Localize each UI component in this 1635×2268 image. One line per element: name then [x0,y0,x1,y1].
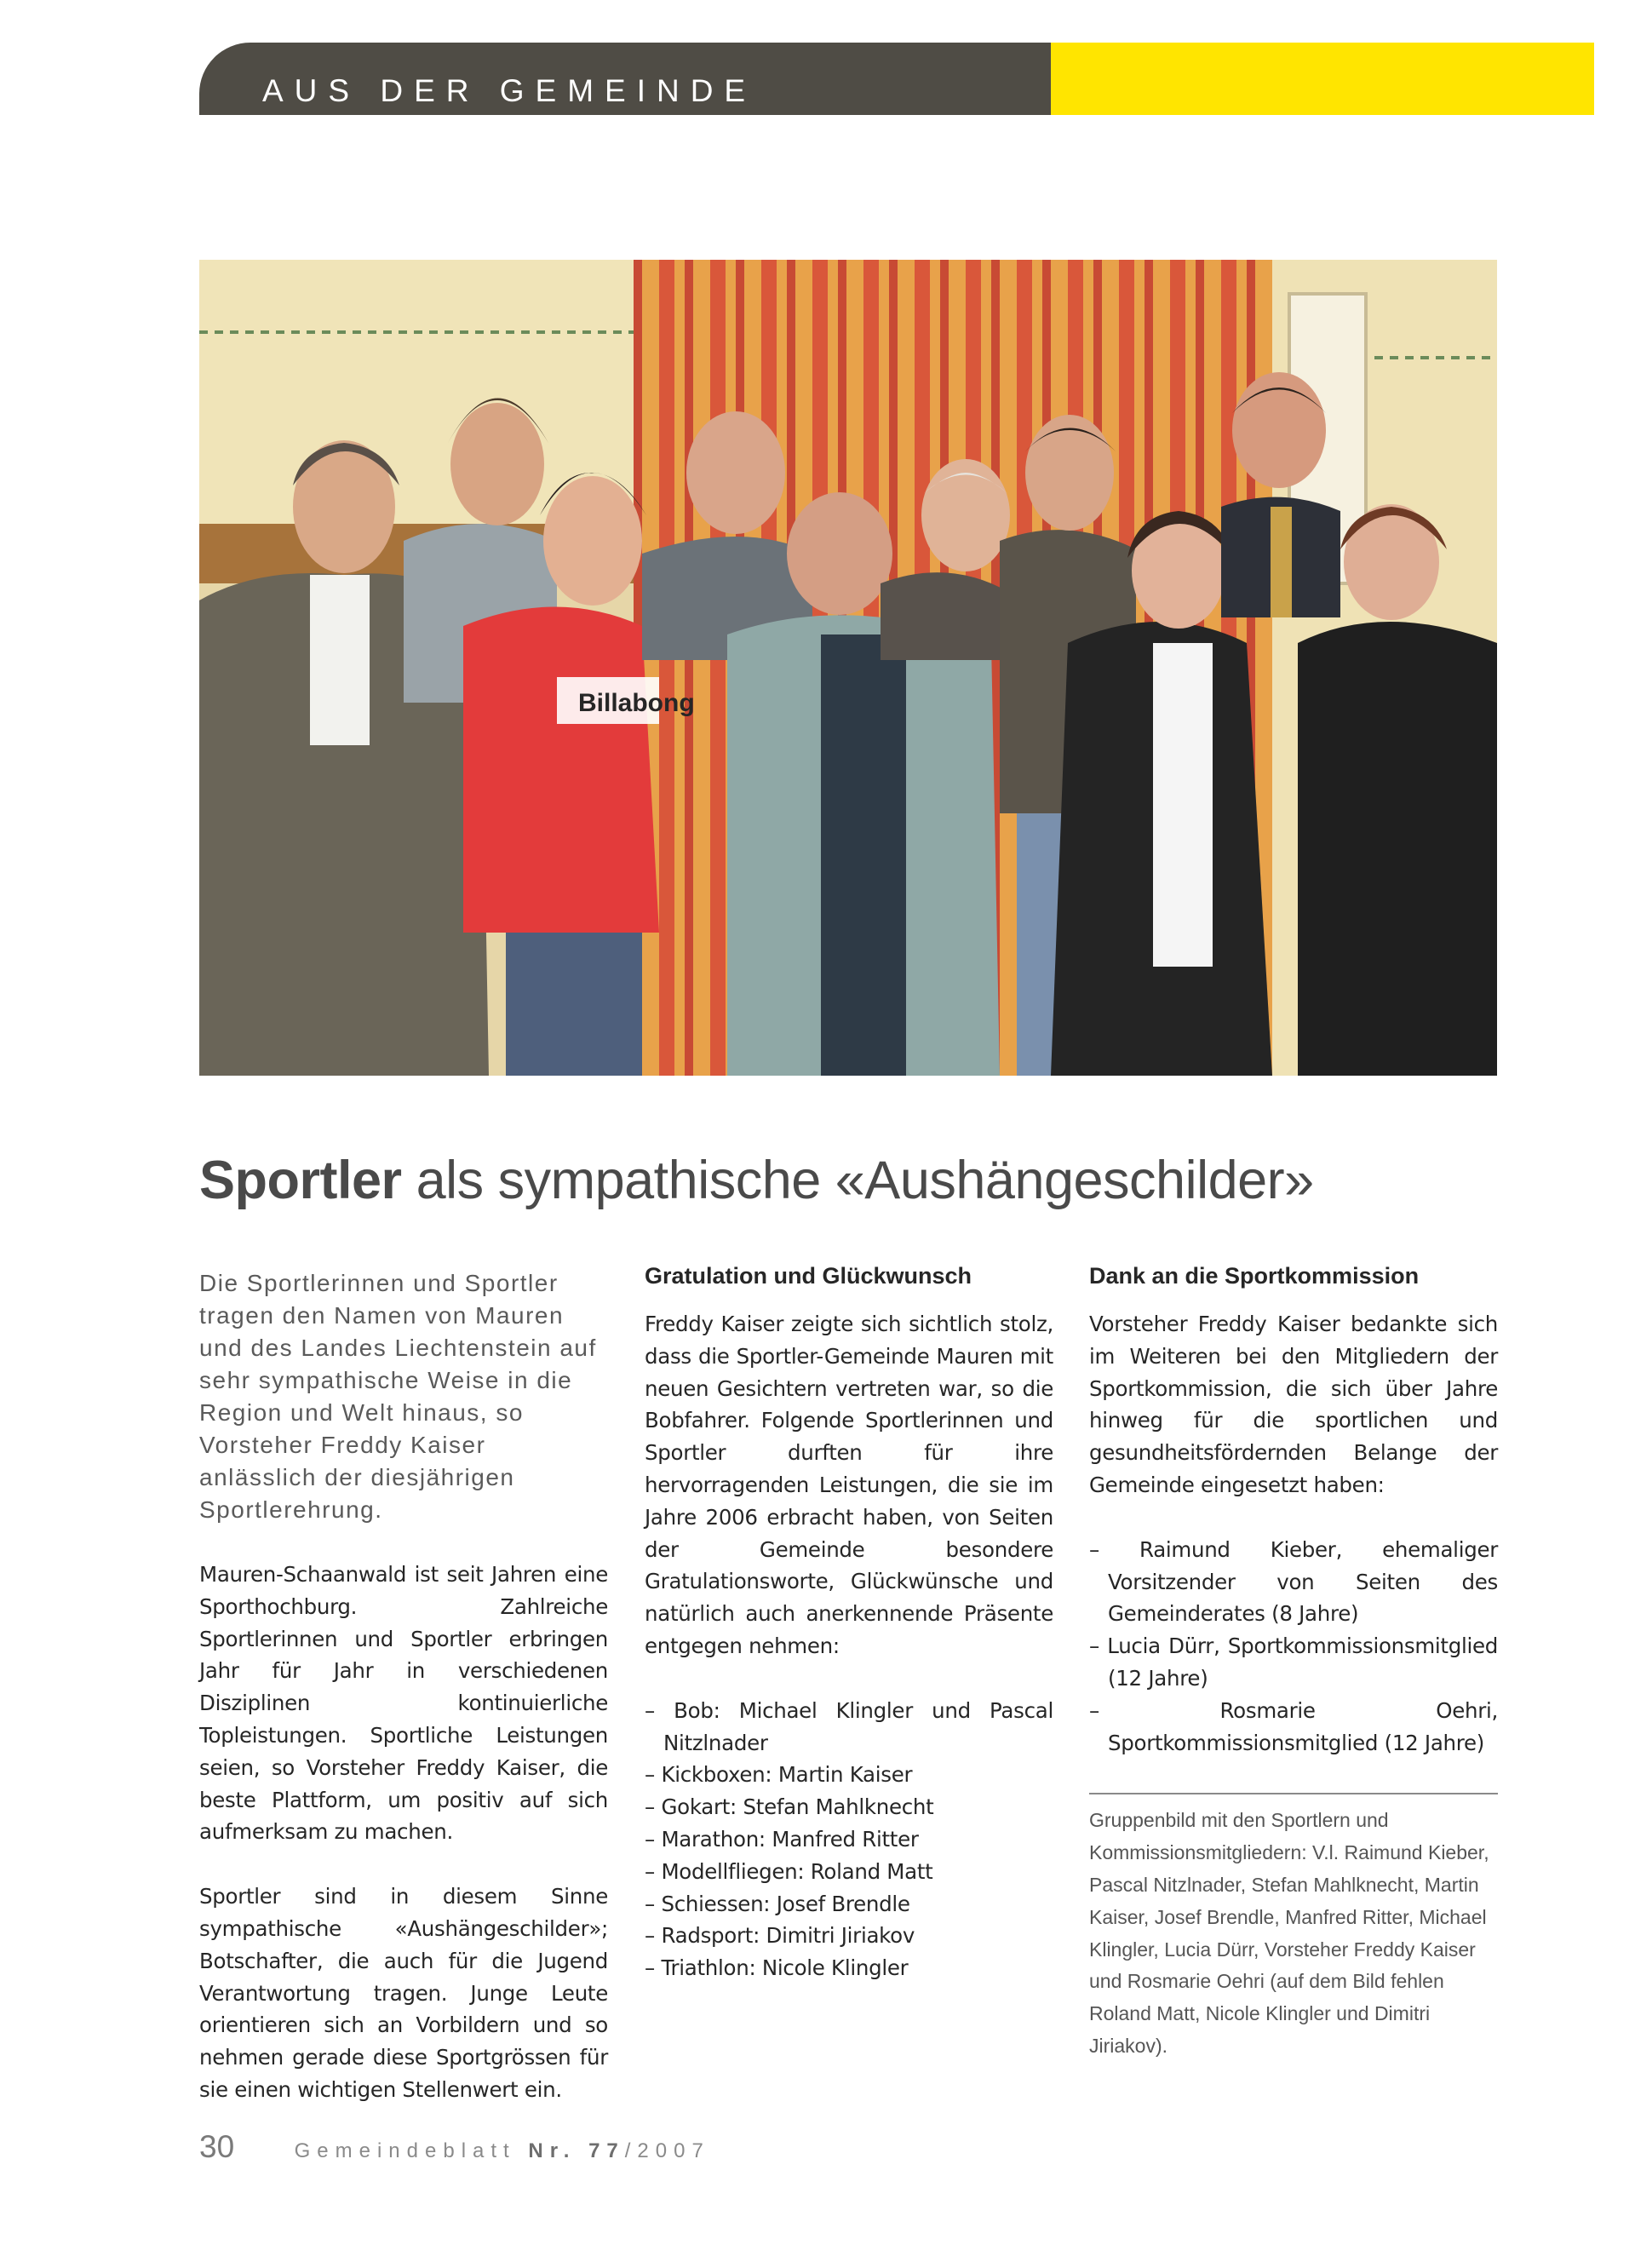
publication-title: Gemeindeblatt [294,2139,516,2162]
caption-block [1089,1793,1498,2062]
list-item: – Lucia Dürr, Sportkommissionsmitglied (12 Jahre) [1089,1634,1498,1691]
photo-caption: Gruppenbild mit den Sportlern und Kommissionsmitgliedern: V.l. Raimund Kieber, Pascal Nitzlnader, Stefan Mahlknecht, Martin Kaiser, Josef Brendle, Manfred Ritter, Michael Klingler, Lucia Dürr, Vorsteher Freddy Kaiser und Rosmarie Oehri (auf dem Bild fehlen Roland Matt, Nicole Klingler und Dimitri Jiriakov). [1089,1809,1489,2057]
publication-name [295,2139,710,2163]
body-paragraph-2: Sportler sind in diesem Sinne sympathische «Aushängeschilder»; Botschafter, die auch für die Jugend Verantwortung tragen. Junge Leute orientieren sich an Vorbildern und so nehmen gerade diese Sportgrössen für sie einen wichtigen Stellenwert ein. [199,1884,608,2102]
athletes-list [645,1695,1053,1984]
intro-paragraph: Die Sportlerinnen und Sportler tragen den Namen von Mauren und des Landes Liechtenstein auf sehr sympathische Weise in die Region und Welt hinaus, so Vorsteher Freddy Kaiser anlässlich der diesjährigen Sportlerehrung. [199,1270,597,1523]
column-1 [199,1267,608,2139]
column-2 [645,1263,1053,1984]
list-item: – Bob: Michael Klingler und Pascal Nitzlnader [645,1697,1053,1755]
body-paragraph-1: Mauren-Schaanwald ist seit Jahren eine Sporthochburg. Zahlreiche Sportlerinnen und Sportler erbringen Jahr für Jahr in verschiedenen Disziplinen kontinuierliche Topleistungen. Sportliche Leistungen seien, so Vorsteher Freddy Kaiser, die beste Plattform, um positiv auf sich aufmerksam zu machen. [199,1562,608,1845]
body-paragraph-dank: Vorsteher Freddy Kaiser bedankte sich im Weiteren bei den Mitgliedern der Sportkommission, die sich über Jahre hinweg für die sportlichen und gesundheitsfördernden Belange der Gemeinde eingesetzt haben: [1089,1312,1498,1497]
list-item: – Raimund Kieber, ehemaliger Vorsitzender von Seiten des Gemeinderates (8 Jahre) [1089,1536,1498,1627]
list-item: – Radsport: Dimitri Jiriakov [645,1923,915,1949]
subheading-gratulation: Gratulation und Glückwunsch [645,1263,972,1289]
list-item: – Marathon: Manfred Ritter [645,1826,919,1852]
subheading-dank: Dank an die Sportkommission [1089,1263,1420,1289]
column-3 [1089,1263,1498,2063]
page-footer [199,2129,710,2165]
list-item: – Modellfliegen: Roland Matt [645,1858,933,1884]
group-photo [199,260,1497,1076]
headline-rest: als sympathische «Aushängeschilder» [416,1151,1314,1210]
list-item: – Triathlon: Nicole Klingler [645,1955,909,1981]
list-item: – Rosmarie Oehri, Sportkommissionsmitglied (12 Jahre) [1089,1697,1498,1755]
list-item: – Gokart: Stefan Mahlknecht [645,1794,934,1820]
section-label: AUS DER GEMEINDE [262,73,757,108]
page-number: 30 [199,2129,235,2164]
list-item: – Kickboxen: Martin Kaiser [645,1762,913,1788]
section-header-bar [199,43,1051,115]
header-accent-bar [1051,43,1594,115]
issue-year: /2007 [624,2139,710,2162]
shirt-brand-text: Billabong [578,689,695,717]
list-item: – Schiessen: Josef Brendle [645,1891,910,1916]
headline-bold: Sportler [199,1151,402,1210]
issue-number: 77 [588,2139,625,2162]
issue-prefix: Nr. [528,2139,577,2162]
commission-list [1089,1534,1498,1760]
article-headline [199,1150,1314,1211]
body-paragraph-gratulation: Freddy Kaiser zeigte sich sichtlich stolz, dass die Sportler-Gemeinde Mauren mit neuen Gesichtern vertreten war, so die Bobfahrer. Folgende Sportlerinnen und Sportler durften für ihre hervorragenden Leistungen, die sie im Jahre 2006 erbracht haben, von Seiten der Gemeinde besondere Gratulationsworte, Glückwünsche und natürlich auch anerkennende Präsente entgegen nehmen: [645,1312,1053,1658]
